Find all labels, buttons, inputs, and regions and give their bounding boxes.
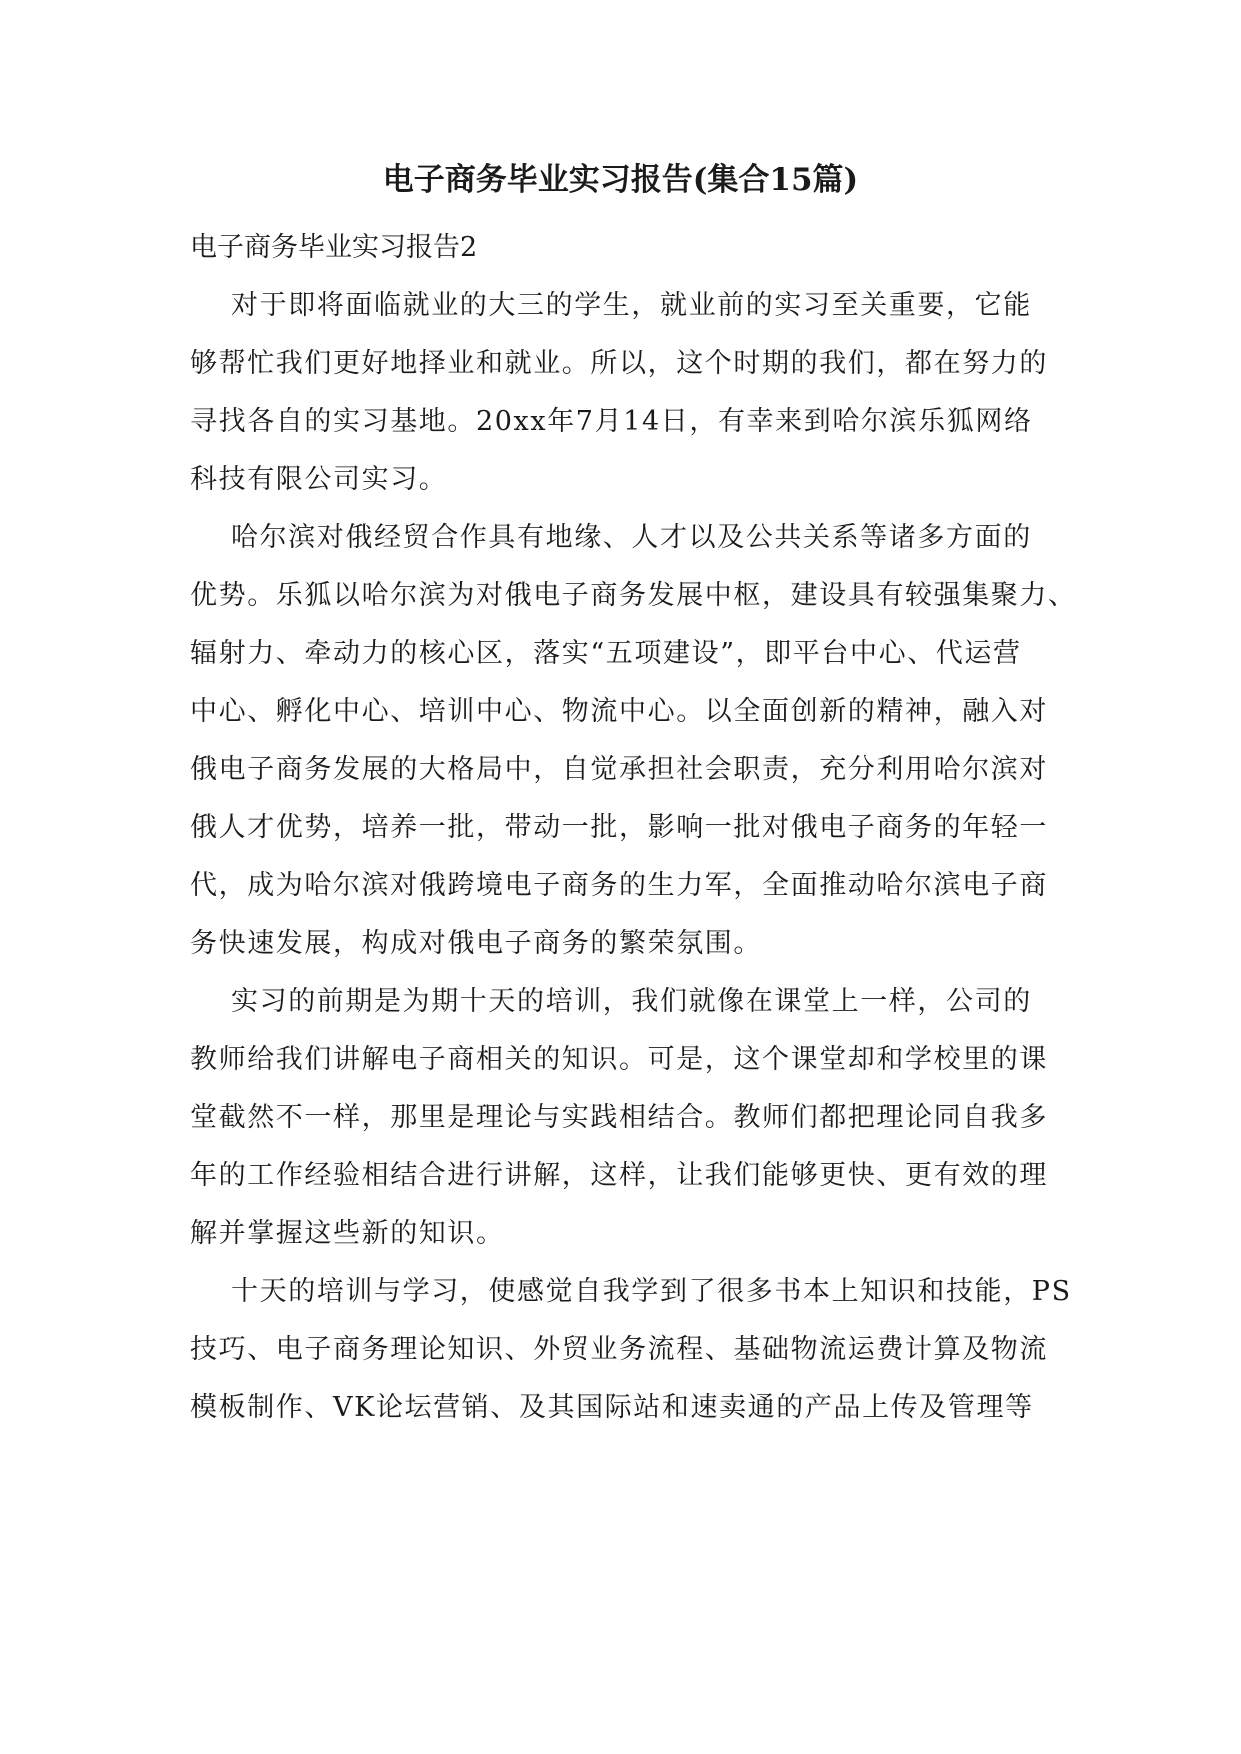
paragraph-line: 教师给我们讲解电子商相关的知识。可是，这个课堂却和学校里的课 bbox=[190, 1044, 1048, 1075]
paragraph-line: 实习的前期是为期十天的培训，我们就像在课堂上一样，公司的 bbox=[231, 986, 1032, 1017]
paragraph-line: 解并掌握这些新的知识。 bbox=[190, 1218, 505, 1249]
paragraph-line: 中心、孵化中心、培训中心、物流中心。以全面创新的精神，融入对 bbox=[190, 696, 1048, 727]
paragraph-line: 够帮忙我们更好地择业和就业。所以，这个时期的我们，都在努力的 bbox=[190, 348, 1048, 379]
paragraph-line: 十天的培训与学习，使感觉自我学到了很多书本上知识和技能，PS bbox=[231, 1276, 1072, 1307]
paragraph-line: 务快速发展，构成对俄电子商务的繁荣氛围。 bbox=[190, 928, 762, 959]
paragraph-line: 俄电子商务发展的大格局中，自觉承担社会职责，充分利用哈尔滨对 bbox=[190, 754, 1048, 785]
section-heading: 电子商务毕业实习报告2 bbox=[190, 232, 478, 263]
paragraph-line: 优势。乐狐以哈尔滨为对俄电子商务发展中枢，建设具有较强集聚力、 bbox=[190, 580, 1077, 611]
paragraph-line: 技巧、电子商务理论知识、外贸业务流程、基础物流运费计算及物流 bbox=[190, 1334, 1048, 1365]
paragraph-line: 模板制作、VK论坛营销、及其国际站和速卖通的产品上传及管理等 bbox=[190, 1392, 1034, 1423]
paragraph-line: 哈尔滨对俄经贸合作具有地缘、人才以及公共关系等诸多方面的 bbox=[231, 522, 1032, 553]
paragraph-line: 堂截然不一样，那里是理论与实践相结合。教师们都把理论同自我多 bbox=[190, 1102, 1048, 1133]
document-title: 电子商务毕业实习报告(集合15篇) bbox=[382, 162, 859, 198]
paragraph-line: 年的工作经验相结合进行讲解，这样，让我们能够更快、更有效的理 bbox=[190, 1160, 1048, 1191]
paragraph-line: 辐射力、牵动力的核心区，落实“五项建设”，即平台中心、代运营 bbox=[190, 638, 1022, 669]
paragraph-line: 科技有限公司实习。 bbox=[190, 464, 448, 495]
paragraph-line: 俄人才优势，培养一批，带动一批，影响一批对俄电子商务的年轻一 bbox=[190, 812, 1048, 843]
paragraph-line: 寻找各自的实习基地。20xx年7月14日，有幸来到哈尔滨乐狐网络 bbox=[190, 406, 1033, 437]
paragraph-line: 对于即将面临就业的大三的学生，就业前的实习至关重要，它能 bbox=[231, 290, 1032, 321]
paragraph-line: 代，成为哈尔滨对俄跨境电子商务的生力军，全面推动哈尔滨电子商 bbox=[190, 870, 1048, 901]
